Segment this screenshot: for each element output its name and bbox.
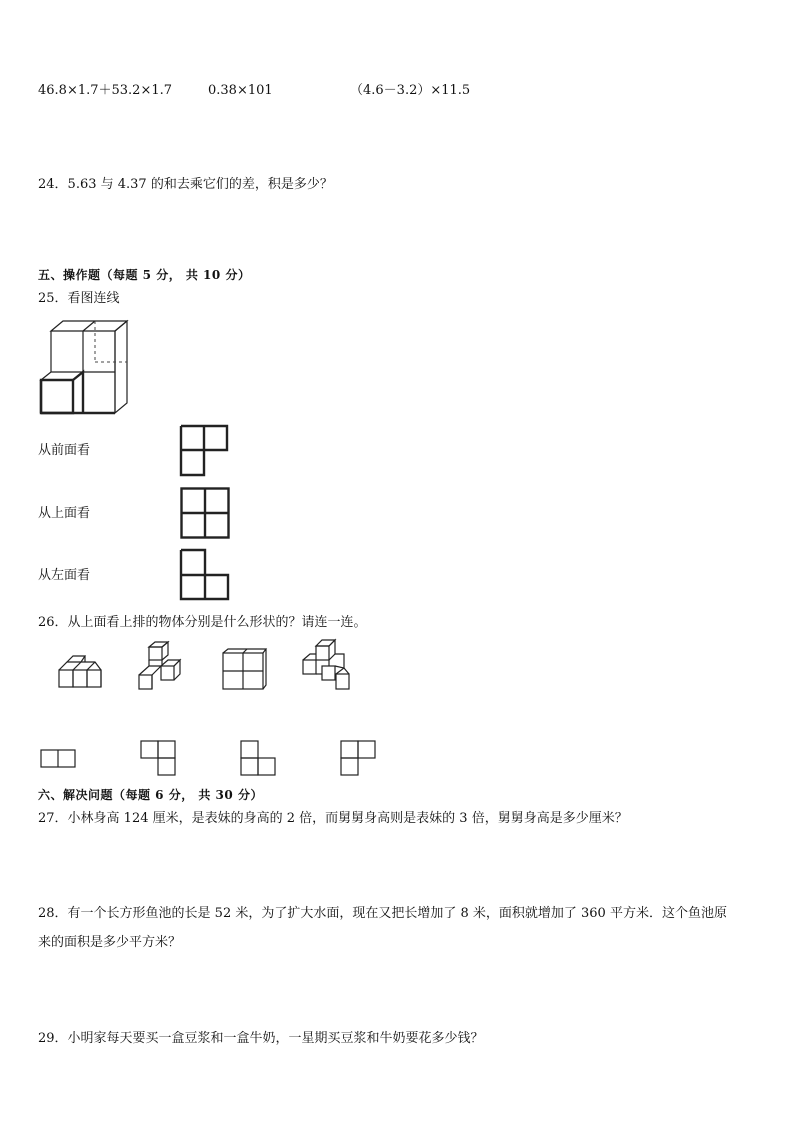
object-3 (220, 647, 268, 691)
section-6-heading: 六、解决问题（每题 6 分， 共 30 分） (38, 788, 263, 802)
option-shape-4 (340, 740, 376, 776)
option-shape-3 (240, 740, 276, 776)
calc-expression-2: 0.38×101 (208, 83, 273, 98)
question-27: 27．小林身高 124 厘米，是表妹的身高的 2 倍，而舅舅身高则是表妹的 3 倍，舅舅身高是多少厘米？ (38, 811, 628, 826)
question-28-line-2: 来的面积是多少平方米？ (38, 935, 182, 950)
object-1 (55, 654, 105, 690)
object-4 (300, 640, 354, 692)
object-2 (135, 642, 187, 694)
label-left-view: 从左面看 (38, 568, 91, 583)
label-top-view: 从上面看 (38, 506, 91, 521)
option-shape-1 (40, 749, 76, 769)
left-view-shape (180, 549, 230, 601)
cube-stack-figure (38, 318, 133, 416)
question-29: 29．小明家每天要买一盒豆浆和一盒牛奶，一星期买豆浆和牛奶要花多少钱？ (38, 1031, 484, 1046)
question-28-line-1: 28．有一个长方形鱼池的长是 52 米，为了扩大水面，现在又把长增加了 8 米，面积就增加了 360 平方米．这个鱼池原 (38, 906, 727, 921)
section-5-heading: 五、操作题（每题 5 分， 共 10 分） (38, 268, 251, 282)
calc-expression-1: 46.8×1.7＋53.2×1.7 (38, 83, 173, 98)
question-25-title: 25．看图连线 (38, 291, 120, 306)
top-view-shape (180, 487, 230, 539)
front-view-shape (180, 425, 228, 477)
question-24: 24．5.63 与 4.37 的和去乘它们的差，积是多少？ (38, 177, 333, 192)
question-26: 26．从上面看上排的物体分别是什么形状的？请连一连。 (38, 615, 367, 630)
option-shape-2 (140, 740, 176, 776)
calc-expression-3: （4.6－3.2）×11.5 (350, 83, 471, 98)
label-front-view: 从前面看 (38, 443, 91, 458)
